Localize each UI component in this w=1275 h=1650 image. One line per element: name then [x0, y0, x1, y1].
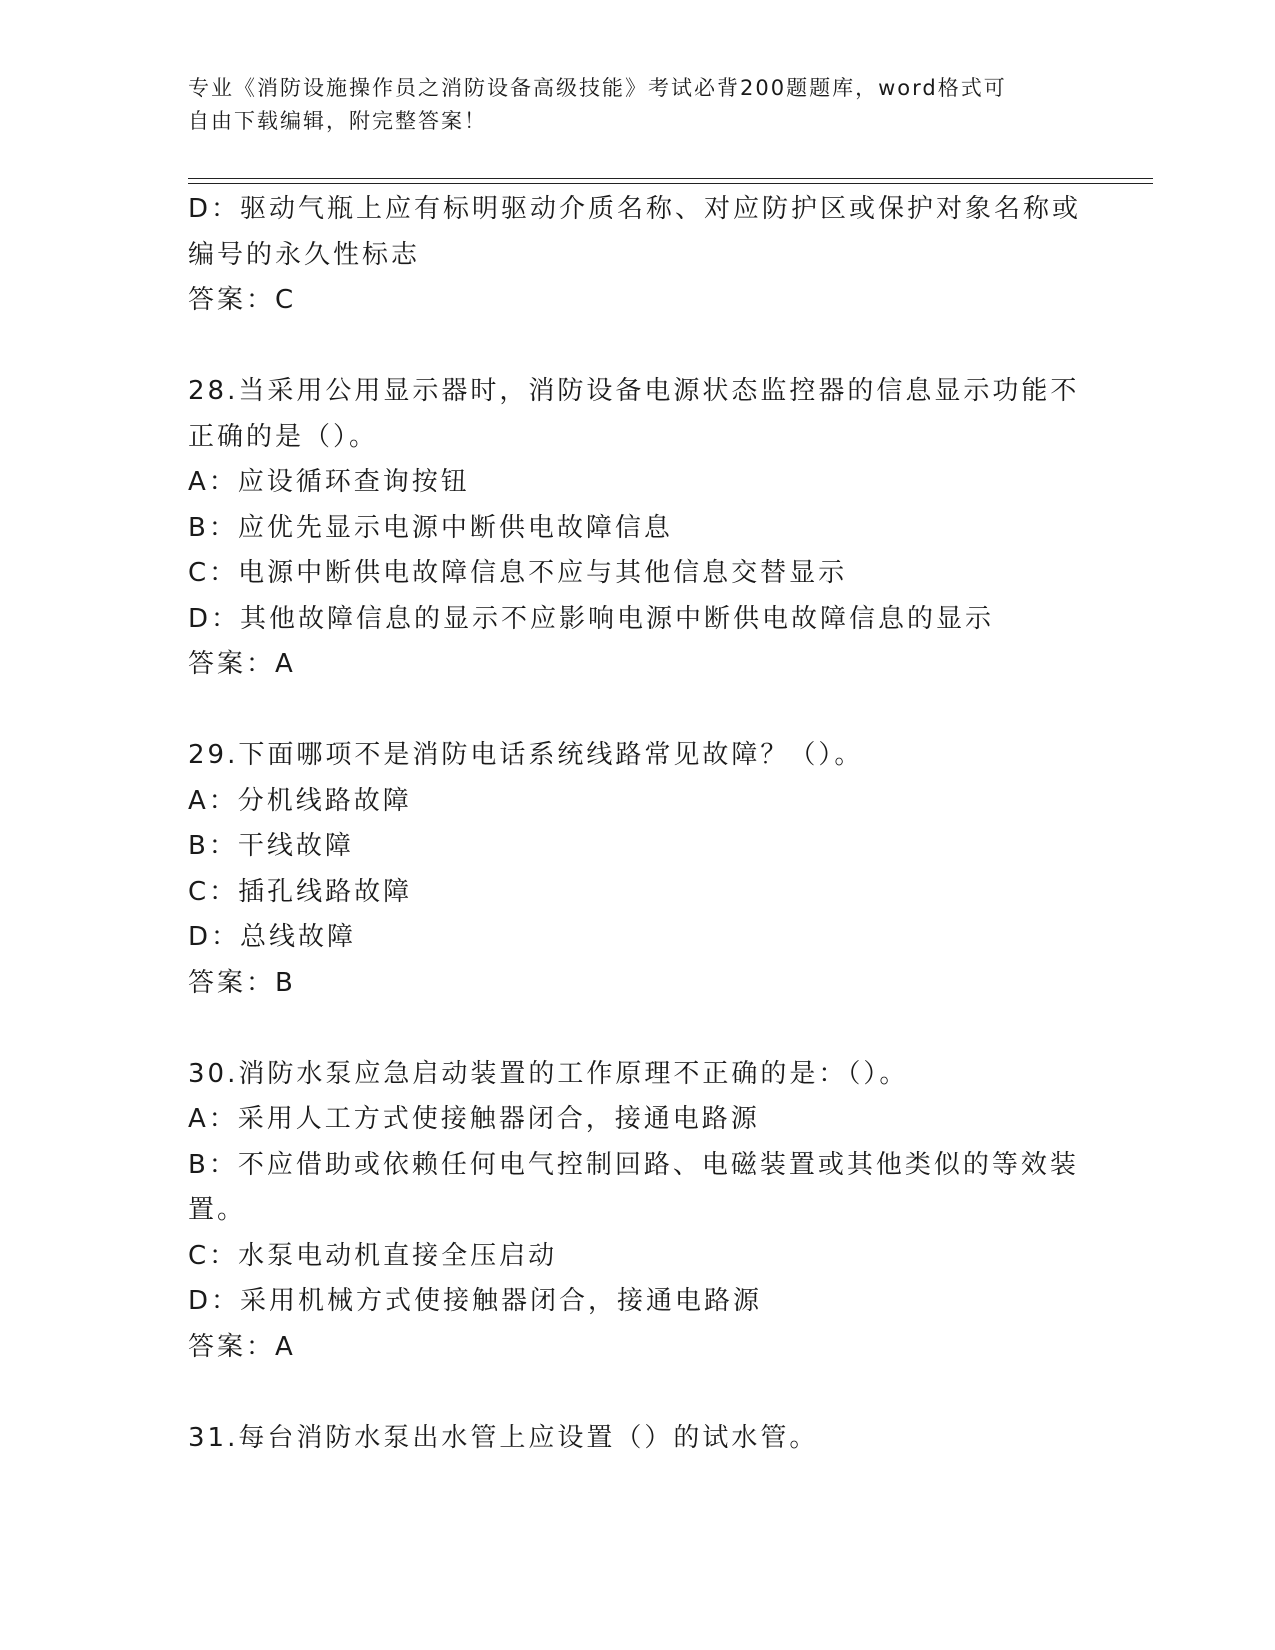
option-a: A：分机线路故障: [188, 785, 412, 816]
question-stem: 31.每台消防水泵出水管上应设置（）的试水管。: [188, 1422, 819, 1453]
question-30: [188, 1052, 1078, 1371]
question-list: [188, 187, 1082, 1461]
option-d: D：总线故障: [188, 922, 357, 952]
option-c: C：电源中断供电故障信息不应与其他信息交替显示: [188, 558, 848, 588]
option-b: B：干线故障: [188, 831, 354, 861]
spacer: [188, 688, 1078, 734]
spacer: [188, 1370, 1078, 1416]
option-d: D：采用机械方式使接触器闭合，接通电路源: [188, 1286, 763, 1316]
option-c: C：插孔线路故障: [188, 876, 413, 907]
option-b: B：不应借助或依赖任何电气控制回路、电磁装置或其他类似的等效装: [188, 1149, 1079, 1180]
question-stem: 29.下面哪项不是消防电话系统线路常见故障？（）。: [188, 740, 864, 770]
option-c: C：水泵电动机直接全压启动: [188, 1240, 558, 1271]
question-27-tail: [188, 187, 1082, 324]
option-d-continued: 编号的永久性标志: [188, 239, 421, 270]
answer: 答案：B: [188, 967, 296, 998]
question-31: [188, 1416, 1078, 1462]
question-28: [188, 369, 1078, 688]
question-stem: 30.消防水泵应急启动装置的工作原理不正确的是：（）。: [188, 1058, 909, 1089]
option-a: A：采用人工方式使接触器闭合，接通电路源: [188, 1104, 760, 1134]
document-header: [188, 72, 1088, 138]
answer: 答案：A: [188, 649, 296, 679]
answer: 答案：C: [188, 285, 297, 315]
header-line-2: 自由下载编辑，附完整答案！: [188, 109, 487, 133]
question-stem: 28.当采用公用显示器时，消防设备电源状态监控器的信息显示功能不: [188, 376, 1080, 406]
header-divider-bottom: [188, 183, 1153, 184]
question-stem-continued: 正确的是（）。: [188, 421, 379, 452]
option-b: B：应优先显示电源中断供电故障信息: [188, 512, 673, 543]
spacer: [188, 324, 1078, 370]
option-a: A：应设循环查询按钮: [188, 467, 470, 497]
answer: 答案：A: [188, 1331, 296, 1362]
header-divider-top: [188, 178, 1153, 179]
spacer: [188, 1006, 1078, 1052]
option-d: D：其他故障信息的显示不应影响电源中断供电故障信息的显示: [188, 603, 995, 634]
question-29: [188, 733, 1078, 1006]
option-d: D：驱动气瓶上应有标明驱动介质名称、对应防护区或保护对象名称或: [188, 194, 1082, 224]
option-b-continued: 置。: [188, 1195, 247, 1225]
header-line-1: 专业《消防设施操作员之消防设备高级技能》考试必背200题题库，word格式可: [188, 76, 1007, 100]
